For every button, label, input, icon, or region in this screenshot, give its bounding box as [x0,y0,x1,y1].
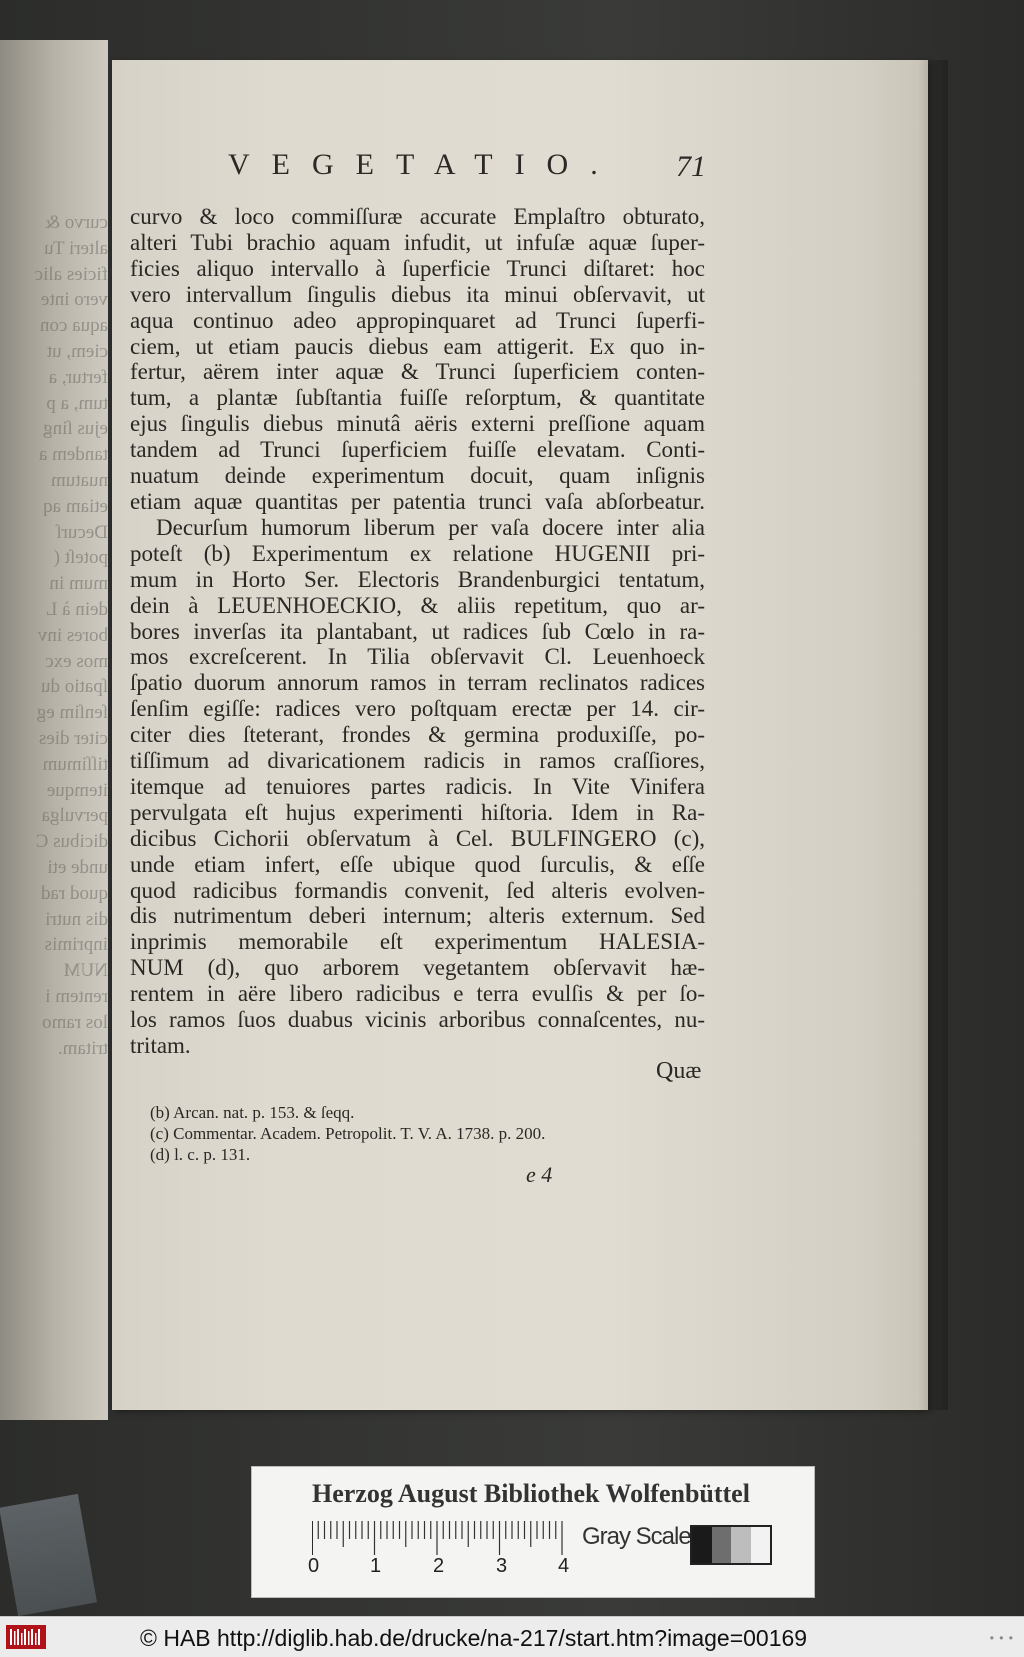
text-line: ſenſim egiſſe: radices vero poſtquam erectæ per 14. cir- [130,696,705,722]
ghost-line: mos exc [45,650,108,672]
catchword: Quæ [656,1058,702,1084]
more-dots-icon[interactable]: • • • [989,1631,1014,1645]
library-name: Herzog August Bibliothek Wolfenbüttel [312,1479,750,1508]
ghost-line: dein à L [45,598,108,620]
bleed-through-text [0,210,108,1061]
text-line: tum, a plantæ ſubſtantia fuiſſe reſorptum, & quantitate [130,385,705,411]
text-line: dis nutrimentum deberi internum; alteris externum. Sed [130,903,705,929]
text-line: ſpatio duorum annorum ramos in terram reclinatos radices [130,670,705,696]
text-line: unde etiam infert, eſſe ubique quod ſurculis, & eſſe [130,851,705,877]
ghost-line: tritam. [57,1037,108,1059]
gray-scale-swatches [690,1525,772,1565]
gray-swatch [731,1527,751,1563]
footnote-c: (c) Commentar. Academ. Petropolit. T. V. A. 1738. p. 200. [150,1124,546,1143]
ghost-line: tandem a [38,444,108,466]
footnotes [150,1102,710,1165]
running-head: VEGETATIO. [228,148,620,181]
text-line: nuatum deinde experimentum docuit, quam inſignis [130,463,705,489]
text-line: tritam. [130,1033,191,1058]
text-line: los ramos ſuos duabus vicinis arboribus connaſcentes, nu- [130,1007,705,1033]
library-color-target [251,1466,815,1598]
gray-swatch [712,1527,732,1563]
copyright-url[interactable]: © HAB http://diglib.hab.de/drucke/na-217/start.htm?image=00169 [140,1625,808,1651]
ghost-line: bores inv [37,624,108,646]
text-line: dicibus Cichorii obſervatum à Cel. BULFINGERO (c), [130,825,705,851]
gray-swatch [692,1527,712,1563]
ghost-line: itemque [46,779,108,801]
ghost-line: Decurſ [56,521,108,543]
text-line: mum in Horto Ser. Electoris Brandenburgici tentatum, [130,566,705,592]
ghost-line: tum, a p [46,392,108,414]
ghost-line: etiam aq [43,495,108,517]
text-line: bores inverſas ita plantabant, ut radices ſub Cœlo in ra- [130,618,705,644]
ghost-line: ſpatio du [40,676,108,698]
text-line: mos excreſcerent. In Tilia obſervavit Cl. Leuenhoeck [130,644,705,670]
ghost-line: aqua con [39,315,108,337]
ghost-line: los ramo [42,1011,108,1033]
ruler-number-4: 4 [558,1555,570,1577]
footnote-b: (b) Arcan. nat. p. 153. & ſeqq. [150,1103,355,1122]
text-line: aqua continuo adeo appropinquaret ad Trunci ſuperfi- [130,307,705,333]
ruler-number-3: 3 [496,1555,508,1577]
ghost-line: mum in [49,573,108,595]
text-line: citer dies ſteterant, frondes & germina produxiſſe, po- [130,722,705,748]
ghost-line: dicibus C [35,831,108,853]
ghost-line: citer dies [38,727,108,749]
ruler-number-0: 0 [308,1555,320,1577]
ghost-line: dis nutri [45,908,108,930]
text-line: inprimis memorabile eſt experimentum HALESIA- [130,929,705,955]
ruler-number-1: 1 [370,1555,382,1577]
footnote-d: (d) l. c. p. 131. [150,1145,251,1164]
body-text [130,204,705,1059]
ghost-line: alteri Tu [44,237,108,259]
text-line: ciem, ut etiam paucis diebus eam attigerit. Ex quo in- [130,333,705,359]
ghost-line: fertur, a [48,366,108,388]
ghost-line: inprimis [44,934,108,956]
viewer-footer [0,1616,1024,1657]
ghost-line: NUM [63,960,108,982]
text-line: itemque ad tenuiores partes radicis. In Vite Vinifera [130,773,705,799]
text-line: NUM (d), quo arborem vegetantem obſervavit hæ- [130,955,705,981]
text-line: fertur, aërem inter aquæ & Trunci ſuperficiem conten- [130,359,705,385]
ghost-line: pervulga [41,805,108,827]
ghost-line: tiſſimum [42,753,108,775]
text-line: dein à LEUENHOECKIO, & aliis repetitum, quo ar- [130,592,705,618]
ruler-number-2: 2 [433,1555,445,1577]
text-line: rentem in aëre libero radicibus e terra evulſis & per ſo- [130,981,705,1007]
text-line: quod radicibus formandis convenit, ſed alteris evolven- [130,877,705,903]
ghost-line: ſenſim eg [36,702,108,724]
text-line: poteſt (b) Experimentum ex relatione HUGENII pri- [130,540,705,566]
text-line: ficies aliquo intervallo à ſuperficie Trunci diſtaret: hoc [130,255,705,281]
ghost-line: ficies alic [34,263,108,285]
gray-swatch [751,1527,771,1563]
text-line: curvo & loco commiſſuræ accurate Emplaſtro obturato, [130,204,705,229]
text-line: Decurſum humorum liberum per vaſa docere inter alia [156,514,705,540]
text-line: tandem ad Trunci ſuperficiem fuiſſe elevatam. Conti- [130,437,705,463]
ghost-line: ejus ſing [43,418,108,440]
hab-logo-icon [6,1625,46,1649]
text-line: alteri Tubi brachio aquam infudit, ut infuſæ aquæ ſuper- [130,229,705,255]
ghost-line: quod rad [40,882,108,904]
text-line: pervulgata eſt hujus experimenti hiſtoria. Idem in Ra- [130,799,705,825]
ghost-line: poteſt ( [53,547,108,569]
ghost-line: rentem i [45,985,108,1007]
ghost-line: nuatum [51,469,108,491]
text-line: etiam aquæ quantitas per patentia trunci vaſa abſorbeatur. [130,488,705,514]
text-line: vero intervallum ſingulis diebus ita minui obſervavit, ut [130,281,705,307]
ghost-line: curvo & [45,212,108,233]
gray-scale-label: Gray Scale [582,1523,691,1550]
facing-page-edge [0,40,108,1420]
ghost-line: ciem, ut [46,340,108,362]
text-line: ejus ſingulis diebus minutâ aëris externi preſſione aquam [130,411,705,437]
page-number: 71 [676,150,706,183]
ghost-line: unde eti [47,856,108,878]
ghost-line: vero inte [40,289,108,311]
signature-mark: e 4 [526,1162,553,1187]
text-line: tiſſimum ad divaricationem radicis in ramos craſſiores, [130,748,705,774]
page-edge-shadow [918,60,948,1410]
